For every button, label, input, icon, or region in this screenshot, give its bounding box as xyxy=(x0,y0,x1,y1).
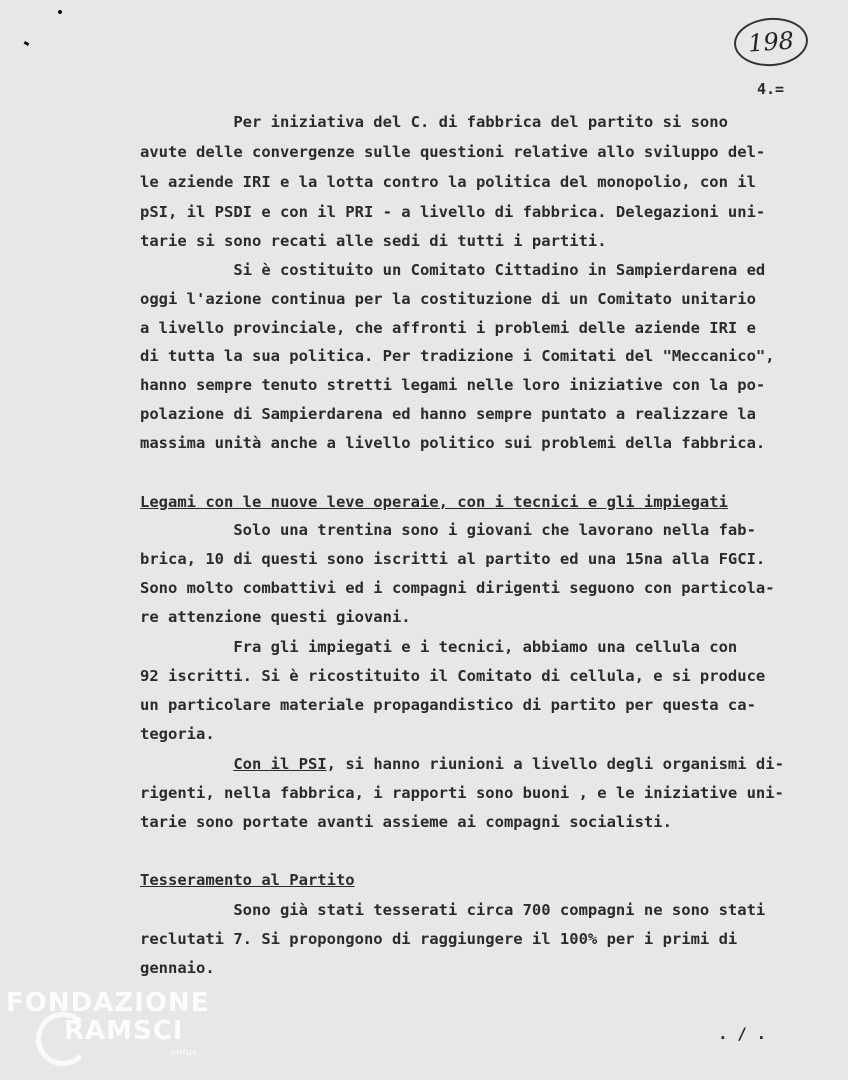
page-number: 4.= xyxy=(757,80,785,98)
logo-line2: RAMSCI xyxy=(64,1016,184,1046)
section-heading-legami: Legami con le nuove leve operaie, con i tecnici e gli impiegati xyxy=(140,493,728,511)
text-line: a livello provinciale, che affronti i problemi delle aziende IRI e xyxy=(140,319,756,337)
continuation-mark: . / . xyxy=(718,1024,767,1043)
text-line: Per iniziativa del C. di fabbrica del partito si sono xyxy=(140,113,728,131)
text-line: pSI, il PSDI e con il PRI - a livello di fabbrica. Delegazioni uni- xyxy=(140,203,766,221)
text-line: Si è costituito un Comitato Cittadino in Sampierdarena ed xyxy=(140,261,766,279)
text-line: rigenti, nella fabbrica, i rapporti sono buoni , e le iniziative uni- xyxy=(140,784,784,802)
text-line: massima unità anche a livello politico sui problemi della fabbrica. xyxy=(140,434,766,452)
logo-sub: onlus xyxy=(170,1048,198,1058)
ink-mark xyxy=(24,41,30,46)
text-line: 92 iscritti. Si è ricostituito il Comitato di cellula, e si produce xyxy=(140,667,766,685)
text-line: polazione di Sampierdarena ed hanno sempre puntato a realizzare la xyxy=(140,405,756,423)
text-line: Solo una trentina sono i giovani che lavorano nella fab- xyxy=(140,521,756,539)
archive-page-stamp: 198 xyxy=(732,15,809,68)
text-line: di tutta la sua politica. Per tradizione i Comitati del "Meccanico", xyxy=(140,347,775,365)
line-rest: , si hanno riunioni a livello degli organismi di- xyxy=(326,755,784,773)
text-line: gennaio. xyxy=(140,959,215,977)
text-line: tegoria. xyxy=(140,725,215,743)
text-line: brica, 10 di questi sono iscritti al partito ed una 15na alla FGCI. xyxy=(140,550,766,568)
text-line: Sono molto combattivi ed i compagni dirigenti seguono con particola- xyxy=(140,579,775,597)
fondazione-gramsci-logo xyxy=(6,988,216,1068)
ink-dot xyxy=(58,10,62,14)
logo-line1: FONDAZIONE xyxy=(6,988,210,1018)
text-line: un particolare materiale propagandistico di partito per questa ca- xyxy=(140,696,756,714)
text-line: re attenzione questi giovani. xyxy=(140,608,411,626)
text-line xyxy=(140,754,784,774)
text-line: hanno sempre tenuto stretti legami nelle loro iniziative con la po- xyxy=(140,376,766,394)
text-line: reclutati 7. Si propongono di raggiungere il 100% per i primi di xyxy=(140,930,738,948)
text-line: Fra gli impiegati e i tecnici, abbiamo una cellula con xyxy=(140,638,738,656)
section-heading-tesseramento: Tesseramento al Partito xyxy=(140,871,355,889)
text-line: avute delle convergenze sulle questioni relative allo sviluppo del- xyxy=(140,143,766,161)
text-line: tarie si sono recati alle sedi di tutti i partiti. xyxy=(140,232,607,250)
text-line: Sono già stati tesserati circa 700 compagni ne sono stati xyxy=(140,901,766,919)
text-line: oggi l'azione continua per la costituzione di un Comitato unitario xyxy=(140,290,756,308)
text-line: tarie sono portate avanti assieme ai compagni socialisti. xyxy=(140,813,672,831)
indent xyxy=(140,755,233,773)
text-line: le aziende IRI e la lotta contro la politica del monopolio, con il xyxy=(140,173,756,191)
underlined-phrase: Con il PSI xyxy=(233,755,327,773)
